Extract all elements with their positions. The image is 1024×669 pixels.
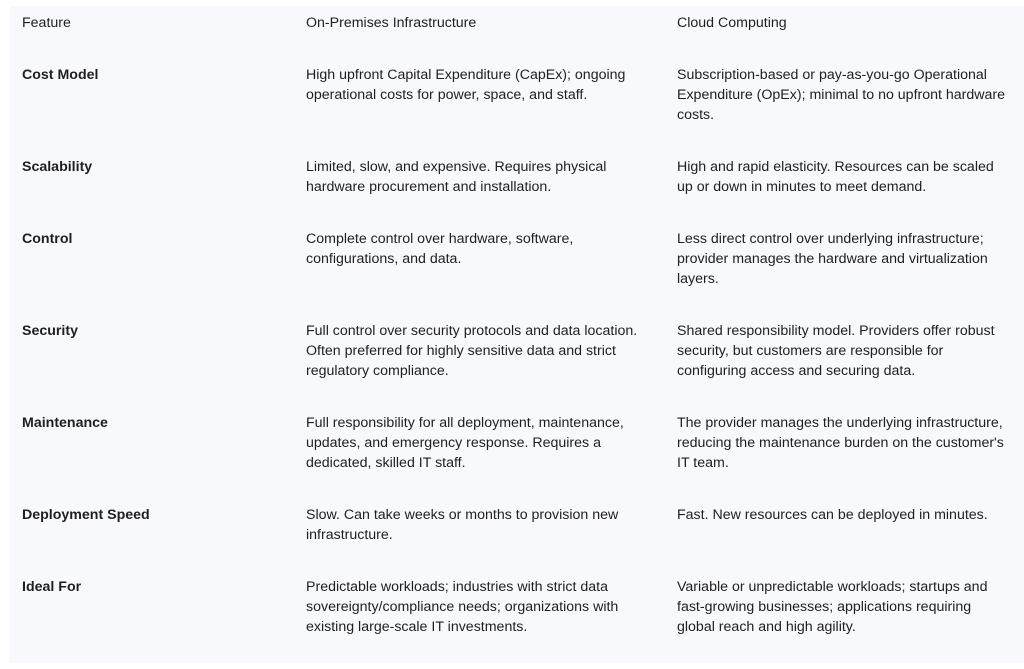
table-row-security [10, 321, 1024, 413]
on-premises-cell: Limited, slow, and expensive. Requires physical hardware procurement and installation. [294, 157, 665, 229]
feature-cell: Control [10, 229, 294, 321]
cloud-cell: The provider manages the underlying infrastructure, reducing the maintenance burden on the customer's IT team. [665, 413, 1024, 505]
feature-cell: Ideal For [10, 577, 294, 669]
cloud-cell: High and rapid elasticity. Resources can be scaled up or down in minutes to meet demand. [665, 157, 1024, 229]
on-premises-cell: Complete control over hardware, software, configurations, and data. [294, 229, 665, 321]
table-row-control [10, 229, 1024, 321]
table-row-cost-model [10, 65, 1024, 157]
table-row-scalability [10, 157, 1024, 229]
table-row-ideal-for [10, 577, 1024, 669]
cloud-cell: Variable or unpredictable workloads; startups and fast-growing businesses; applications requiring global reach and high agility. [665, 577, 1024, 669]
header-cloud: Cloud Computing [665, 6, 1024, 65]
on-premises-cell: High upfront Capital Expenditure (CapEx); ongoing operational costs for power, space, and staff. [294, 65, 665, 157]
cloud-cell: Less direct control over underlying infrastructure; provider manages the hardware and virtualization layers. [665, 229, 1024, 321]
on-premises-cell: Predictable workloads; industries with strict data sovereignty/compliance needs; organizations with existing large-scale IT investments. [294, 577, 665, 669]
on-premises-cell: Full responsibility for all deployment, maintenance, updates, and emergency response. Requires a dedicated, skilled IT staff. [294, 413, 665, 505]
feature-cell: Cost Model [10, 65, 294, 157]
table-row-deployment-speed [10, 505, 1024, 577]
comparison-table-container [10, 6, 1024, 663]
on-premises-cell: Slow. Can take weeks or months to provision new infrastructure. [294, 505, 665, 577]
cloud-cell: Subscription-based or pay-as-you-go Operational Expenditure (OpEx); minimal to no upfront hardware costs. [665, 65, 1024, 157]
cloud-cell: Shared responsibility model. Providers offer robust security, but customers are responsible for configuring access and securing data. [665, 321, 1024, 413]
header-on-premises: On-Premises Infrastructure [294, 6, 665, 65]
table-row-maintenance [10, 413, 1024, 505]
on-premises-cell: Full control over security protocols and data location. Often preferred for highly sensitive data and strict regulatory compliance. [294, 321, 665, 413]
feature-cell: Deployment Speed [10, 505, 294, 577]
table-header-row [10, 6, 1024, 65]
cloud-cell: Fast. New resources can be deployed in minutes. [665, 505, 1024, 577]
feature-cell: Scalability [10, 157, 294, 229]
feature-cell: Maintenance [10, 413, 294, 505]
comparison-table [10, 6, 1024, 669]
feature-cell: Security [10, 321, 294, 413]
header-feature: Feature [10, 6, 294, 65]
